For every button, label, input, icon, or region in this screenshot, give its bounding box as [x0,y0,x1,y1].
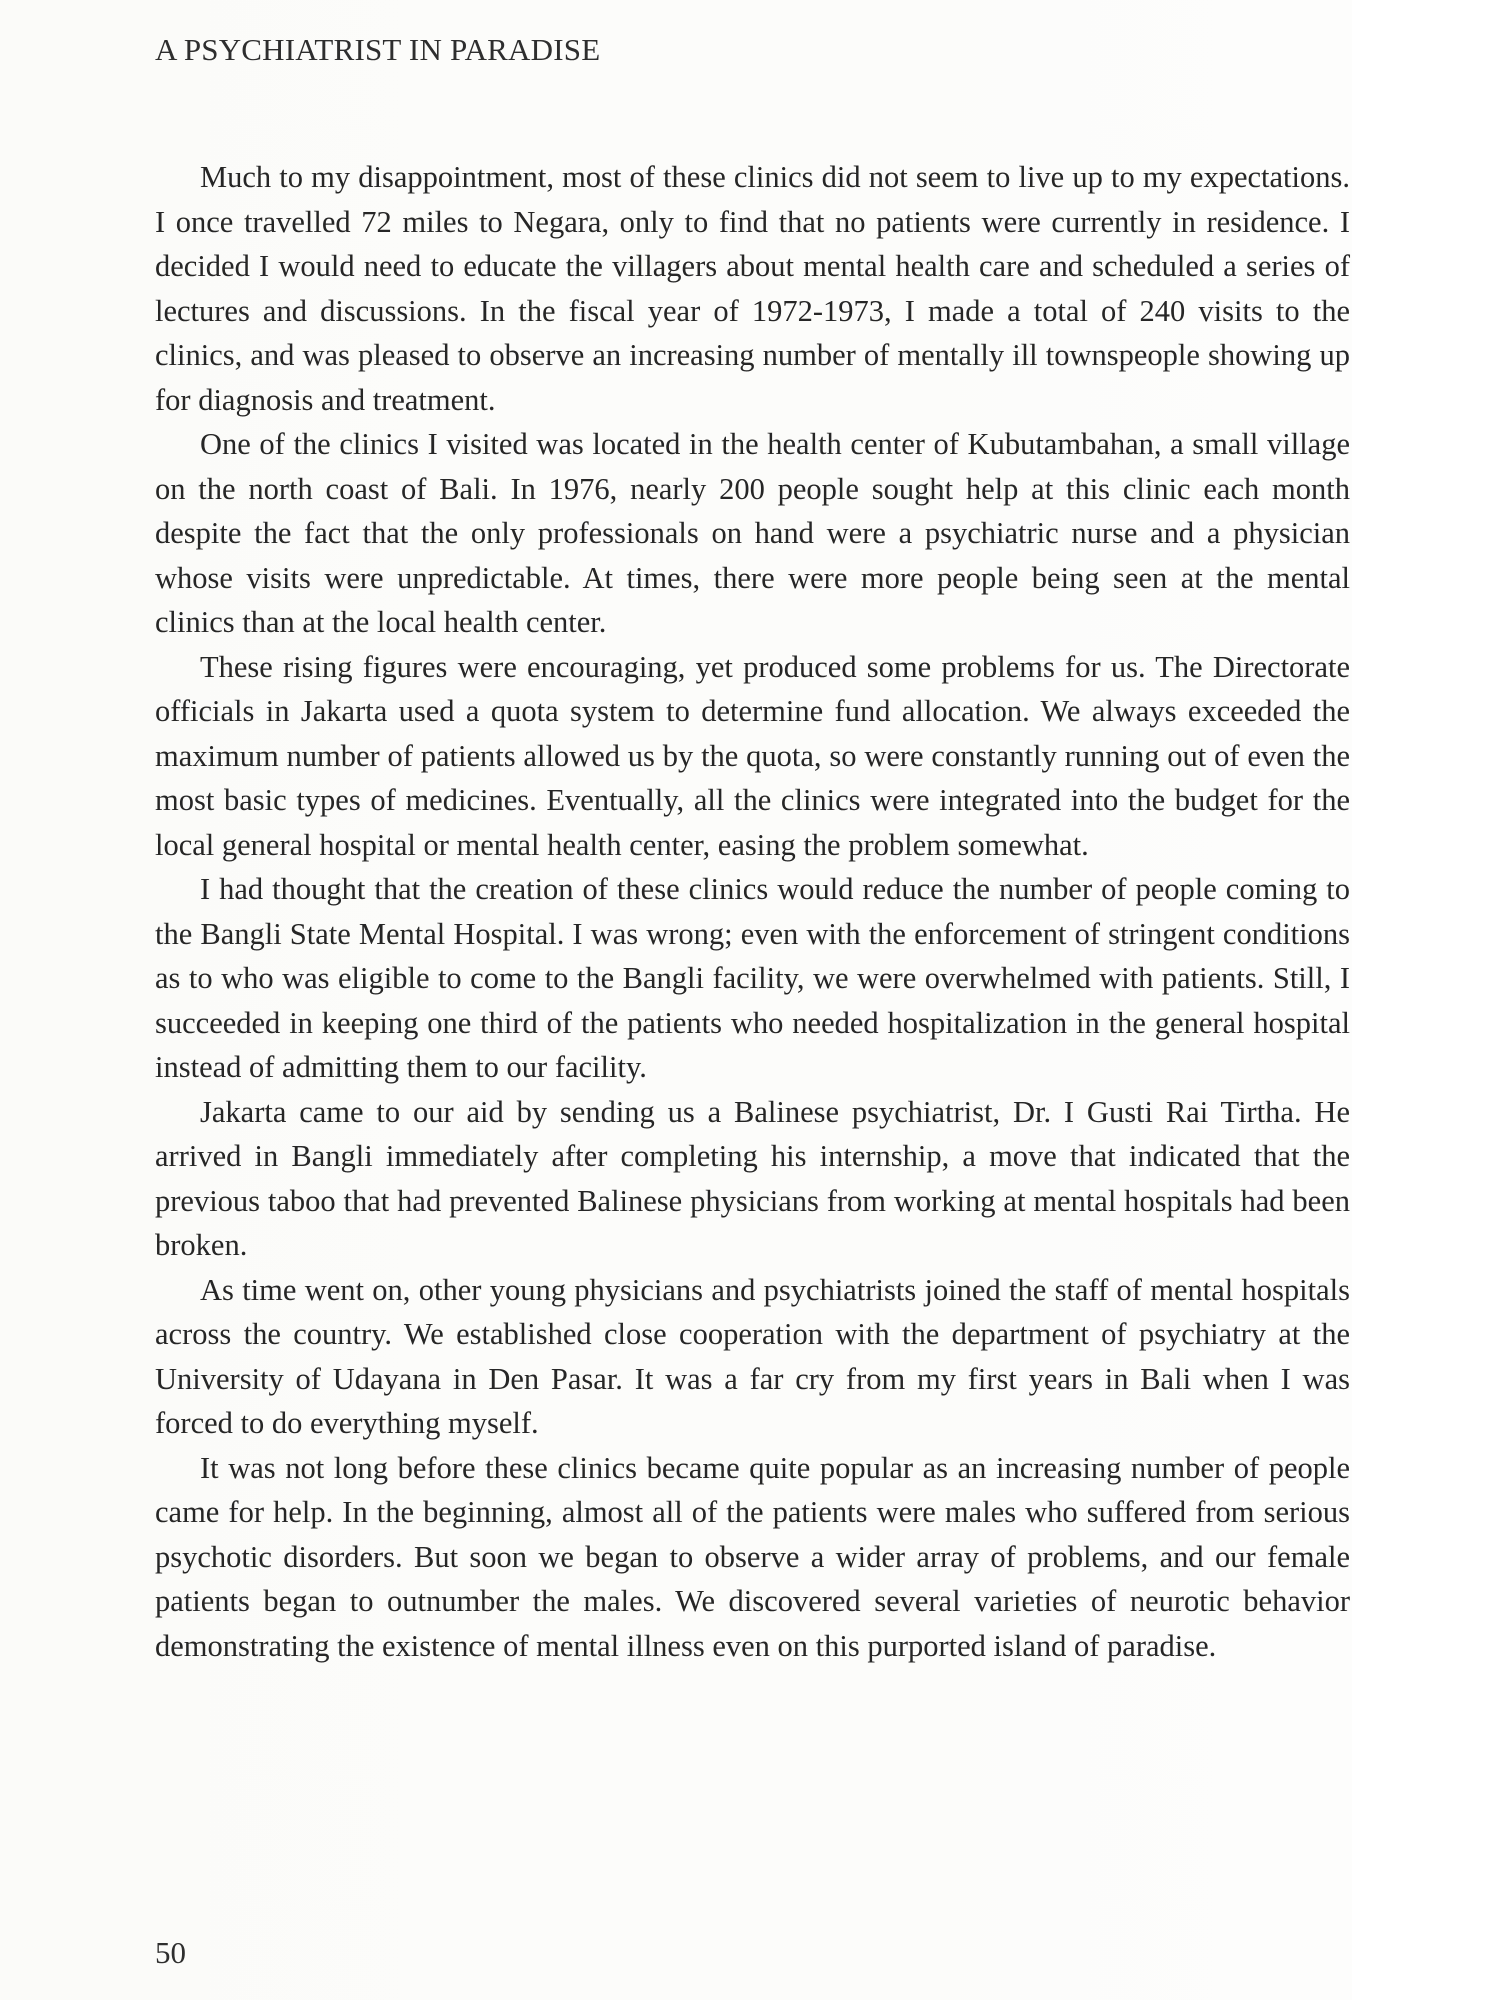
body-text [155,155,1350,1668]
paragraph: One of the clinics I visited was located in the health center of Kubutambahan, a small village on the north coast of Bali. In 1976, nearly 200 people sought help at this clinic each month despite the fact that the only professionals on hand were a psychiatric nurse and a physician whose visits were unpredictable. At times, there were more people being seen at the mental clinics than at the local health center. [155,427,1350,639]
paragraph: It was not long before these clinics became quite popular as an increasing number of people came for help. In the beginning, almost all of the patients were males who suffered from serious psychotic disorders. But soon we began to observe a wider array of problems, and our female patients began to outnumber the males. We discovered several varieties of neurotic behavior demonstrating the existence of mental illness even on this purported island of paradise. [155,1450,1350,1663]
paragraph: Jakarta came to our aid by sending us a Balinese psychiatrist, Dr. I Gusti Rai Tirtha. He arrived in Bangli immediately after completing his internship, a move that indicated that the previous taboo that had prevented Balinese physicians from working at mental hospitals had been broken. [155,1094,1350,1262]
paragraph: Much to my disappointment, most of these clinics did not seem to live up to my expectations. I once travelled 72 miles to Negara, only to find that no patients were currently in residence. I decided I would need to educate the villagers about mental health care and scheduled a series of lectures and discussions. In the fiscal year of 1972-1973, I made a total of 240 visits to the clinics, and was pleased to observe an increasing number of mentally ill townspeople showing up for diagnosis and treatment. [155,160,1350,417]
paragraph: As time went on, other young physicians and psychiatrists joined the staff of mental hospitals across the country. We established close cooperation with the department of psychiatry at the University of Udayana in Den Pasar. It was a far cry from my first years in Bali when I was forced to do everything myself. [155,1272,1350,1440]
running-head: A PSYCHIATRIST IN PARADISE [155,32,601,67]
page-number: 50 [155,1935,186,1970]
paragraph: These rising figures were encouraging, yet produced some problems for us. The Directorate officials in Jakarta used a quota system to determine fund allocation. We always exceeded the maximum number of patients allowed us by the quota, so were constantly running out of even the most basic types of medicines. Eventually, all the clinics were integrated into the budget for the local general hospital or mental health center, easing the problem somewhat. [155,649,1350,862]
paragraph: I had thought that the creation of these clinics would reduce the number of people coming to the Bangli State Mental Hospital. I was wrong; even with the enforcement of stringent conditions as to who was eligible to come to the Bangli facility, we were overwhelmed with patients. Still, I succeeded in keeping one third of the patients who needed hospitalization in the general hospital instead of admitting them to our facility. [155,872,1350,1084]
